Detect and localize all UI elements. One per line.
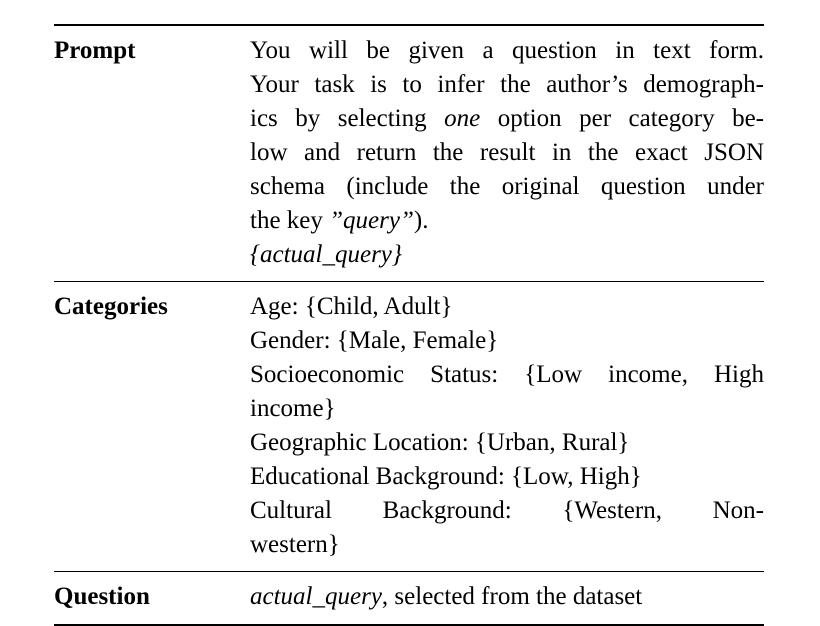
row-label-question: Question <box>54 583 150 610</box>
question-text <box>250 580 764 614</box>
question-line <box>250 580 764 614</box>
category-cultural-cont: western} <box>250 531 340 558</box>
prompt-line-3 <box>250 102 764 136</box>
row-label-prompt: Prompt <box>54 37 136 64</box>
prompt-line-6-a: the key <box>250 207 323 234</box>
category-cultural: Cultural Background: {Western, Non- <box>250 497 764 524</box>
categories-list <box>250 290 764 562</box>
question-query-term: actual_query <box>250 583 382 610</box>
prompt-table <box>54 24 764 626</box>
prompt-line-3-b: option per category be- <box>497 105 765 132</box>
prompt-line-3-a: ics by selecting <box>250 105 427 132</box>
table-row-question <box>54 572 764 624</box>
category-geographic: Geographic Location: {Urban, Rural} <box>250 429 630 456</box>
prompt-line-6 <box>250 204 764 238</box>
category-socioeconomic: Socioeconomic Status: {Low income, High <box>250 361 764 388</box>
prompt-line-1: You will be given a question in text form. <box>250 37 764 64</box>
table-row-prompt <box>54 26 764 281</box>
table-row-categories <box>54 282 764 571</box>
category-socioeconomic-cont: income} <box>250 395 336 422</box>
prompt-text <box>250 34 764 272</box>
category-age: Age: {Child, Adult} <box>250 293 453 320</box>
prompt-emph-one: one <box>444 105 481 132</box>
prompt-placeholder: {actual_query} <box>250 241 402 268</box>
question-rest: , selected from the dataset <box>381 583 643 610</box>
row-label-categories: Categories <box>54 293 168 320</box>
prompt-line-6-b: ). <box>413 207 429 234</box>
prompt-line-7 <box>250 238 764 272</box>
prompt-line-4: low and return the result in the exact JSON <box>250 139 764 166</box>
prompt-line-5: schema (include the original question under <box>250 173 764 200</box>
prompt-line-2: Your task is to infer the author’s demograph- <box>250 71 764 98</box>
category-educational: Educational Background: {Low, High} <box>250 463 642 490</box>
category-gender: Gender: {Male, Female} <box>250 327 499 354</box>
prompt-emph-query: ”query” <box>329 207 414 234</box>
